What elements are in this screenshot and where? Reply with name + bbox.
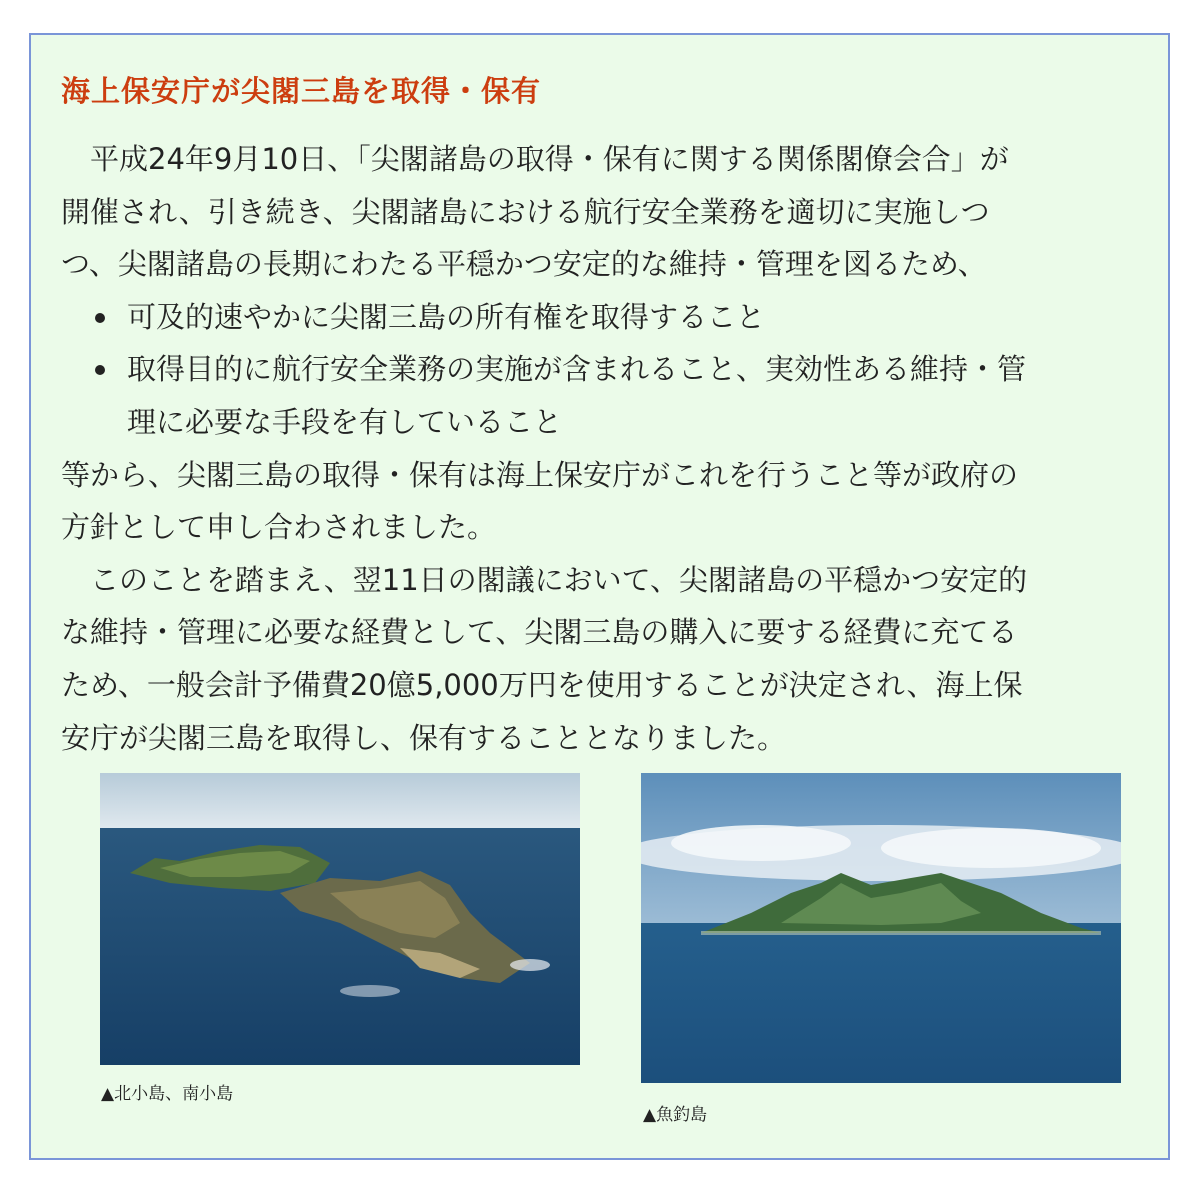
body-text [61, 133, 1151, 764]
photo-uotsurijima [641, 773, 1121, 1083]
paragraph-line: 開催され、引き続き、尖閣諸島における航行安全業務を適切に実施しつ [61, 194, 990, 229]
section-heading: 海上保安庁が尖閣三島を取得・保有 [61, 74, 542, 108]
paragraph-line: 方針として申し合わされました。 [61, 510, 497, 545]
bullet-text: 可及的速やかに尖閣三島の所有権を取得すること [127, 299, 766, 334]
bullet-item [61, 343, 1151, 396]
paragraph-line: ため、一般会計予備費20億5,000万円を使用することが決定され、海上保 [61, 667, 1023, 702]
photo-caption: ▲魚釣島 [643, 1105, 708, 1125]
paragraph-line: な維持・管理に必要な経費として、尖閣三島の購入に要する経費に充てる [61, 615, 1018, 650]
bullet-item [61, 291, 1151, 344]
paragraph-line: 等から、尖閣三島の取得・保有は海上保安庁がこれを行うこと等が政府の [61, 457, 1019, 492]
bullet-text: 取得目的に航行安全業務の実施が含まれること、実効性ある維持・管 [127, 352, 1027, 387]
bullet-icon [95, 313, 105, 323]
paragraph-line: このことを踏まえ、翌11日の閣議において、尖閣諸島の平穏かつ安定的 [61, 562, 1028, 597]
info-panel [29, 33, 1170, 1160]
paragraph-line: 安庁が尖閣三島を取得し、保有することとなりました。 [61, 720, 787, 755]
photo-kitakojima-minamikojima [100, 773, 580, 1065]
paragraph-line: つ、尖閣諸島の長期にわたる平穏かつ安定的な維持・管理を図るため、 [61, 247, 987, 282]
photo-caption: ▲北小島、南小島 [101, 1084, 234, 1104]
bullet-icon [95, 365, 105, 375]
paragraph-line: 平成24年9月10日、「尖閣諸島の取得・保有に関する関係閣僚会合」が [61, 142, 1009, 176]
bullet-continuation: 理に必要な手段を有していること [127, 404, 563, 439]
